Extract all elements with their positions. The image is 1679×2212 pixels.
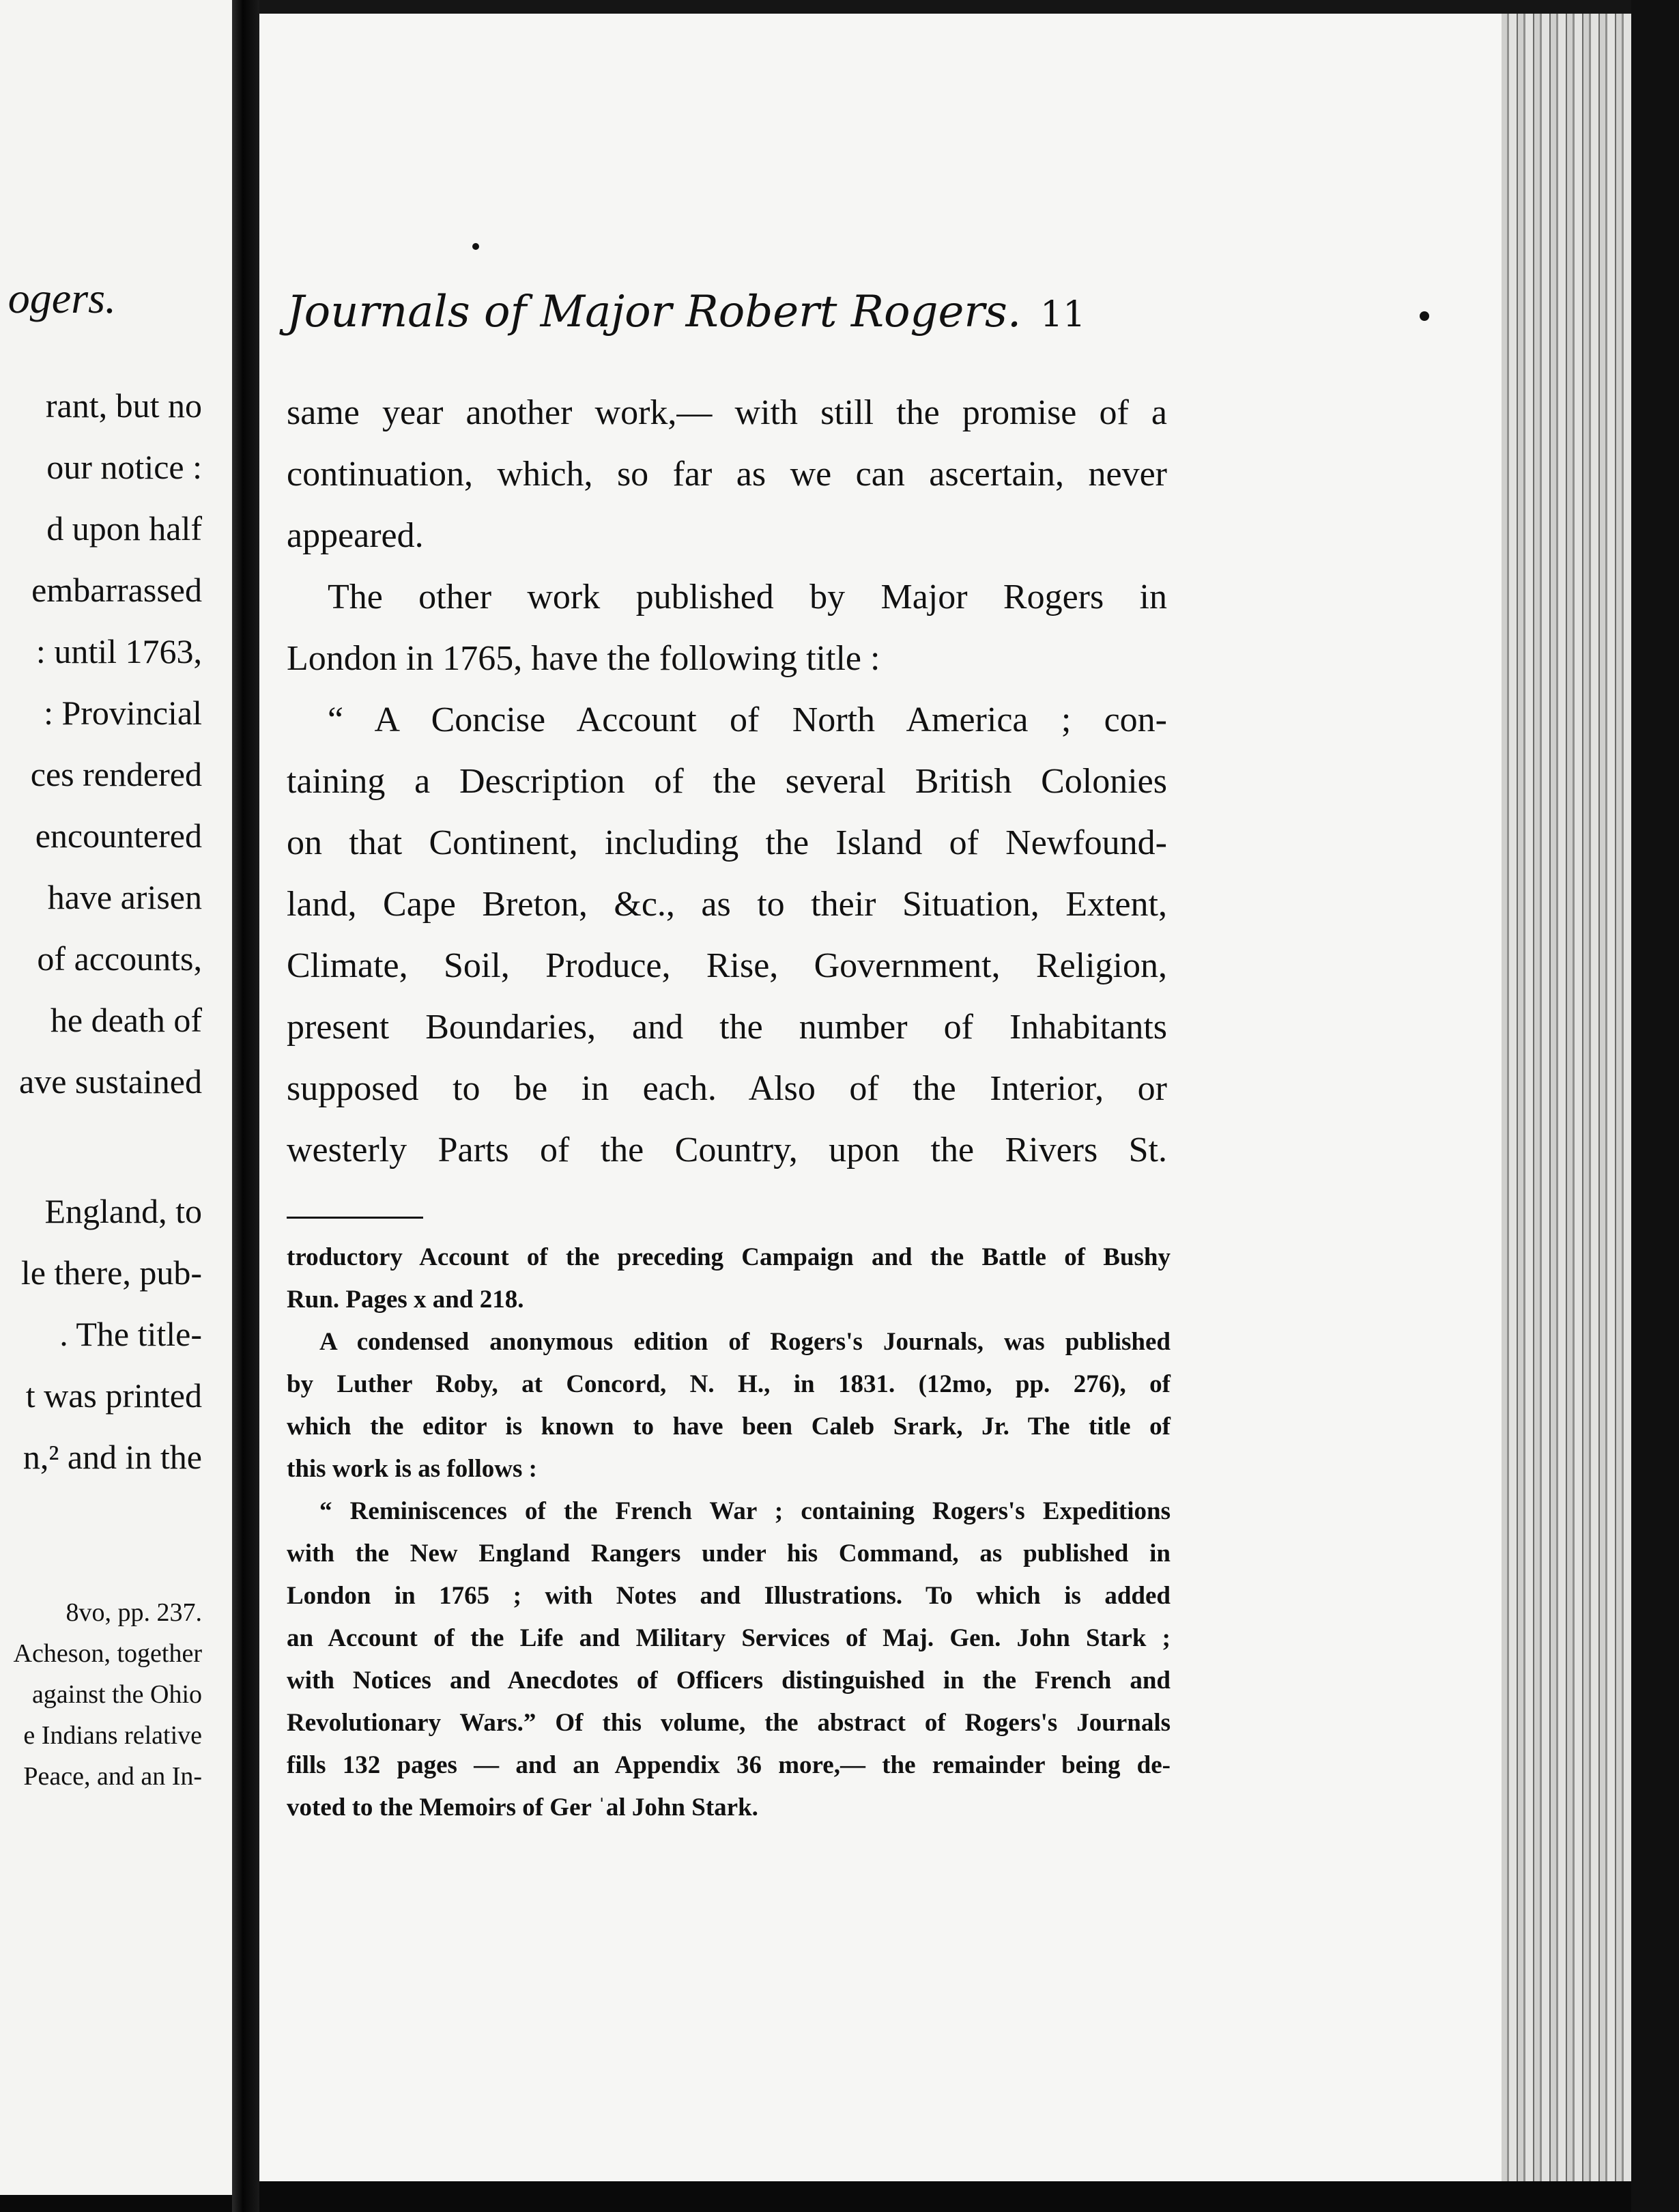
body-line: taining a Description of the several British Colonies [287,762,1167,801]
body-line: westerly Parts of the Country, upon the Rivers St. [287,1131,1167,1169]
footnote-line: with Notices and Anecdotes of Officers distinguished in the French and [287,1667,1171,1695]
footnote-line: troductory Account of the preceding Campaign and the Battle of Bushy [287,1243,1171,1271]
body-line: London in 1765, have the following title : [287,639,880,678]
body-line: land, Cape Breton, &c., as to their Situation, Extent, [287,885,1167,924]
left-body-line: . The title- [59,1315,202,1353]
body-line: on that Continent, including the Island of Newfound- [287,823,1167,862]
footnote-line: Revolutionary Wars.” Of this volume, the abstract of Rogers's Journals [287,1709,1171,1737]
footnote-line: by Luther Roby, at Concord, N. H., in 1831. (12mo, pp. 276), of [287,1370,1171,1398]
footnote-line: an Account of the Life and Military Services of Maj. Gen. John Stark ; [287,1624,1171,1652]
left-body-line: he death of [50,1001,202,1039]
left-body-line: : until 1763, [35,632,202,670]
left-body-line: d upon half [46,509,202,548]
footnote-line: Run. Pages x and 218. [287,1286,524,1314]
left-body-line: rant, but no [45,386,202,425]
left-body-line: embarrassed [31,571,202,609]
left-body-line: le there, pub- [20,1253,202,1292]
running-head [287,287,1085,337]
footnote-line: which the editor is known to have been Caleb Srark, Jr. The title of [287,1413,1171,1441]
footnote-line: London in 1765 ; with Notes and Illustrations. To which is added [287,1582,1171,1610]
body-line: appeared. [287,516,424,555]
left-body-line: n,² and in the [23,1438,202,1476]
footnote-line: A condensed anonymous edition of Rogers's Journals, was published [319,1328,1171,1356]
footnote-line: fills 132 pages — and an Appendix 36 more,— the remainder being de- [287,1751,1171,1779]
footnote-line: voted to the Memoirs of Ger ˈal John Stark. [287,1793,758,1821]
ink-speck [472,243,479,250]
scan-right-border [1631,0,1679,2212]
page-number: 11 [1040,294,1086,335]
left-body-line: : Provincial [44,694,202,732]
left-body-line: ave sustained [19,1062,202,1101]
ink-speck [1420,311,1429,321]
left-body-line: ces rendered [30,755,202,793]
body-line: “ A Concise Account of North America ; con- [328,700,1167,739]
left-footnote-line: Acheson, together [13,1639,202,1668]
left-footnote-line: 8vo, pp. 237. [66,1598,202,1627]
body-line: present Boundaries, and the number of Inhabitants [287,1008,1167,1047]
left-body-line: have arisen [47,878,202,916]
page-edges [1502,14,1631,2181]
left-body-line: of accounts, [37,939,202,978]
left-body-line: encountered [35,817,202,855]
left-body-line: t was printed [25,1376,202,1415]
left-footnote-line: e Indians relative [23,1721,202,1750]
left-page [0,0,232,2195]
left-body-line: England, to [44,1192,202,1230]
footnote-line: “ Reminiscences of the French War ; containing Rogers's Expeditions [319,1497,1171,1525]
scan-top-border [259,0,1679,14]
body-line: The other work published by Major Rogers in [328,578,1167,616]
right-page [259,14,1502,2181]
body-line: continuation, which, so far as we can ascertain, never [287,455,1167,494]
book-gutter [232,0,259,2212]
body-line: Climate, Soil, Produce, Rise, Government, Religion, [287,946,1167,985]
left-running-head: ogers. [8,274,116,322]
body-line: same year another work,— with still the promise of a [287,393,1167,432]
body-line: supposed to be in each. Also of the Interior, or [287,1069,1167,1108]
footnote-line: this work is as follows : [287,1455,537,1483]
footnote-rule [287,1217,423,1219]
left-footnote-line: Peace, and an In- [23,1762,202,1791]
left-body-line: our notice : [46,448,202,486]
running-head-title: Journals of Major Robert Rogers. [287,287,1022,337]
footnote-line: with the New England Rangers under his Command, as published in [287,1540,1171,1568]
left-footnote-line: against the Ohio [31,1680,202,1709]
